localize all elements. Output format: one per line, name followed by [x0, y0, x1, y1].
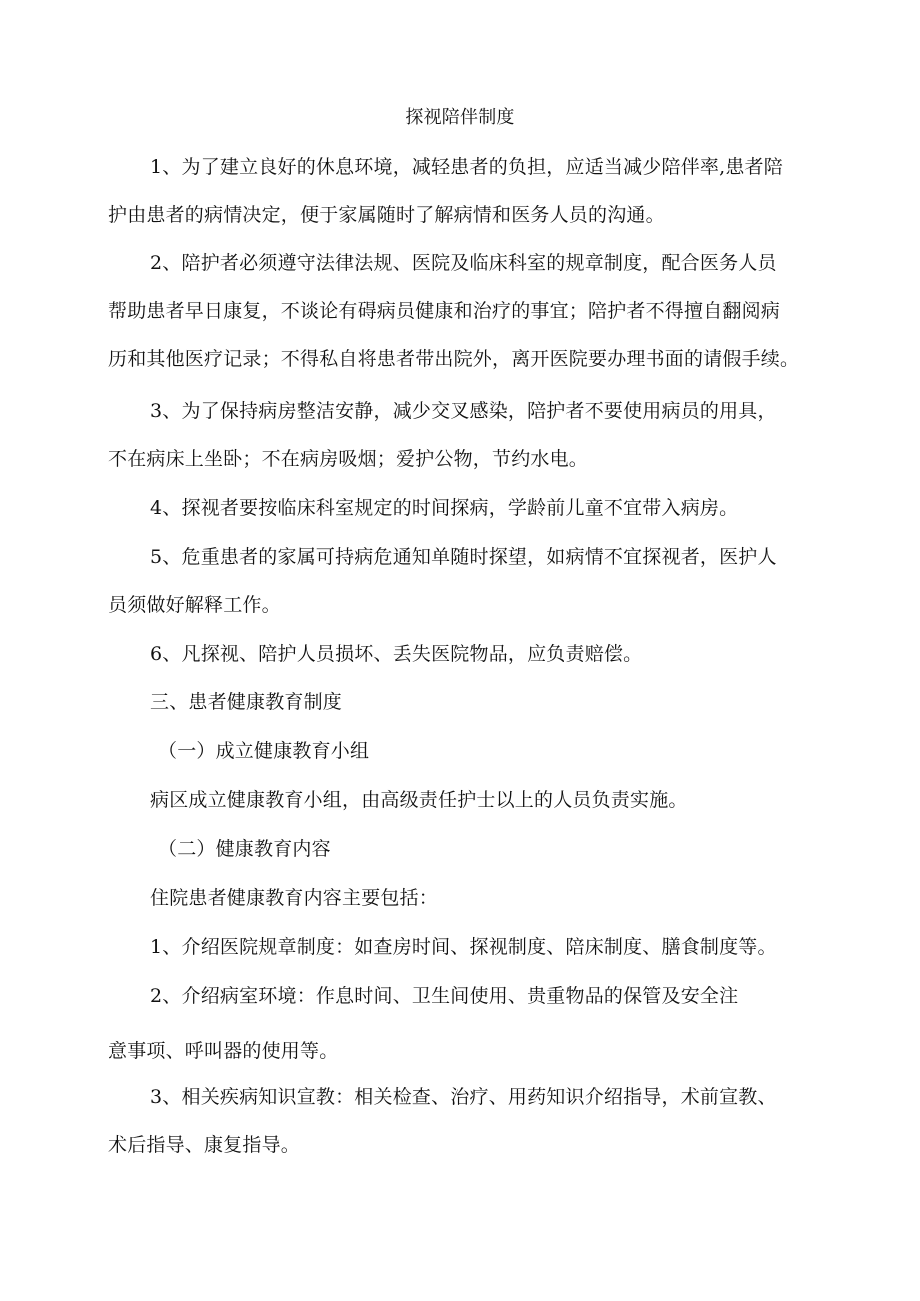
paragraph-line: 3、为了保持病房整洁安静，减少交叉感染，陪护者不要使用病员的用具， — [150, 400, 777, 422]
paragraph-line: 病区成立健康教育小组，由高级责任护士以上的人员负责实施。 — [150, 789, 688, 811]
paragraph-line: 6、凡探视、陪护人员损坏、丢失医院物品，应负责赔偿。 — [150, 643, 643, 665]
paragraph-line: 3、相关疾病知识宣教：相关检查、治疗、用药知识介绍指导，术前宣教、 — [150, 1086, 777, 1108]
paragraph-line: 4、探视者要按临床科室规定的时间探病，学龄前儿童不宜带入病房。 — [150, 497, 739, 519]
paragraph-line: 2、陪护者必须遵守法律法规、医院及临床科室的规章制度，配合医务人员 — [150, 252, 777, 274]
paragraph-line: 历和其他医疗记录；不得私自将患者带出院外，离开医院要办理书面的请假手续。 — [108, 348, 800, 370]
paragraph-line: 住院患者健康教育内容主要包括： — [150, 887, 439, 909]
paragraph-line: 护由患者的病情决定，便于家属随时了解病情和医务人员的沟通。 — [108, 204, 665, 226]
subsection-heading: （一）成立健康教育小组 — [158, 740, 370, 762]
document-title: 探视陪伴制度 — [405, 107, 515, 128]
paragraph-line: 2、介绍病室环境：作息时间、卫生间使用、贵重物品的保管及安全注 — [150, 985, 739, 1007]
paragraph-line: 1、为了建立良好的休息环境，减轻患者的负担，应适当减少陪伴率,患者陪 — [150, 156, 783, 178]
paragraph-line: 帮助患者早日康复，不谈论有碍病员健康和治疗的事宜；陪护者不得擅自翻阅病 — [108, 300, 781, 322]
paragraph-line: 术后指导、康复指导。 — [108, 1134, 301, 1156]
paragraph-line: 5、危重患者的家属可持病危通知单随时探望，如病情不宜探视者，医护人 — [150, 546, 777, 568]
paragraph-line: 意事项、呼叫器的使用等。 — [108, 1040, 339, 1062]
paragraph-line: 1、介绍医院规章制度：如查房时间、探视制度、陪床制度、膳食制度等。 — [150, 936, 777, 958]
section-heading: 三、患者健康教育制度 — [150, 691, 343, 713]
paragraph-line: 不在病床上坐卧；不在病房吸烟；爱护公物，节约水电。 — [108, 448, 589, 470]
subsection-heading: （二）健康教育内容 — [158, 838, 331, 860]
paragraph-line: 员须做好解释工作。 — [108, 594, 281, 616]
